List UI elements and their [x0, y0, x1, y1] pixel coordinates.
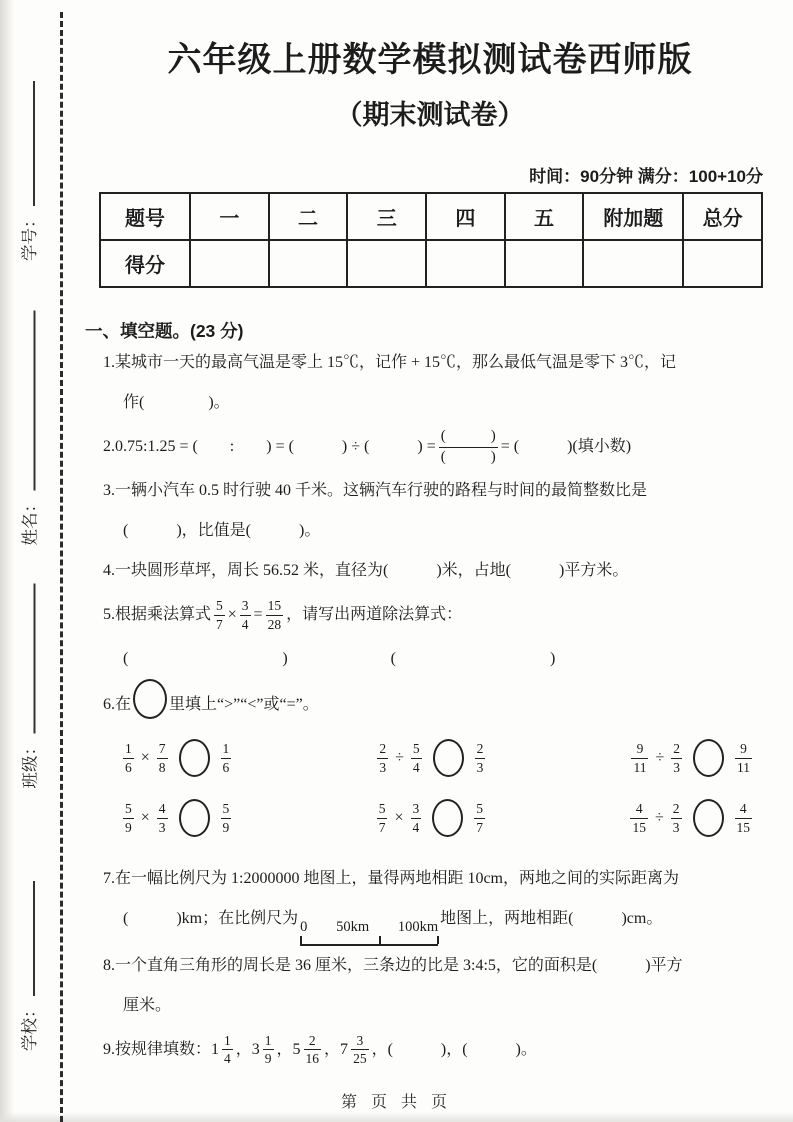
fraction — [221, 801, 232, 835]
page-footer: 第 页 共 页 — [340, 1094, 452, 1111]
fraction-denominator: 7 — [378, 819, 386, 835]
fraction-denominator: 11 — [633, 759, 647, 775]
score-table — [99, 192, 763, 288]
fraction-denominator: 15 — [632, 819, 646, 835]
text-run: 里填上“>”“<”或“=”。 — [169, 696, 319, 713]
question-line: 1.某城市一天的最高气温是零上 15℃，记作 + 15℃，那么最低气温是零下 3℃，记 — [103, 354, 677, 371]
student-field-school — [19, 871, 41, 1051]
fraction — [439, 428, 498, 466]
fraction — [214, 598, 225, 632]
comparison-item — [627, 799, 755, 837]
student-field-label: 学号： — [21, 211, 39, 261]
comparison-row — [85, 739, 775, 777]
fraction — [304, 1033, 322, 1067]
operator: ÷ — [655, 749, 665, 766]
fraction — [266, 598, 284, 632]
question-9 — [85, 1026, 775, 1074]
write-in-line — [30, 82, 35, 207]
question-line — [85, 423, 775, 471]
fraction — [377, 801, 388, 835]
student-field-label: 班级： — [21, 739, 40, 789]
question-line: 7.在一幅比例尺为 1:2000000 地图上，量得两地相距 10cm，两地之间的实际距离为 — [103, 870, 679, 887]
score-cell-empty — [269, 240, 348, 287]
fraction-numerator: 5 — [411, 741, 422, 759]
score-table-column: 一 — [190, 193, 269, 240]
score-table-score-row — [100, 240, 762, 287]
text-run: = ( )(填小数) — [500, 438, 632, 455]
score-table-header-row — [100, 193, 762, 240]
score-table-column: 二 — [269, 193, 348, 240]
fraction-numerator: 2 — [475, 741, 486, 759]
operator: ÷ — [654, 809, 664, 826]
comparison-circle — [179, 739, 210, 777]
question-line — [85, 591, 775, 639]
score-cell-empty — [683, 240, 762, 287]
fraction — [411, 741, 422, 775]
fraction — [671, 801, 682, 835]
fraction-numerator: 3 — [240, 598, 251, 616]
fraction-denominator: 28 — [267, 616, 282, 632]
write-in-line — [31, 311, 36, 491]
fraction — [474, 801, 485, 835]
fraction-denominator: 9 — [222, 819, 230, 835]
score-table-column: 四 — [426, 193, 505, 240]
fraction-denominator: 16 — [305, 1051, 320, 1067]
question-line: 作( )。 — [123, 394, 230, 411]
scan-shadow — [0, 1112, 793, 1122]
fraction — [157, 801, 168, 835]
question-6 — [85, 679, 775, 837]
fraction-denominator: 3 — [673, 759, 680, 775]
comparison-circle — [432, 799, 463, 837]
question-line: 3.一辆小汽车 0.5 时行驶 40 千米。这辆汽车行驶的路程与时间的最简整数比是 — [103, 482, 648, 499]
scale-label: 100km — [397, 919, 439, 935]
fraction-numerator: 9 — [735, 741, 752, 759]
score-table-column: 附加题 — [583, 193, 683, 240]
text-run: ( )km；在比例尺为 — [123, 910, 299, 927]
operator: × — [140, 749, 150, 766]
text-run: ，( )，( )。 — [371, 1040, 537, 1058]
fraction-denominator: 4 — [412, 819, 420, 835]
scale-label: 0 — [300, 919, 308, 935]
text-run: 9.按规律填数：1 — [103, 1040, 220, 1058]
text-run: 地图上，两地相距( )cm。 — [440, 910, 663, 927]
fraction-denominator: 4 — [224, 1051, 231, 1067]
text-run: 5.根据乘法算式 — [103, 606, 212, 623]
scale-tick — [437, 936, 439, 944]
score-table-column: 三 — [347, 193, 426, 240]
fraction-numerator: 2 — [671, 741, 682, 759]
student-field-name — [20, 301, 42, 546]
question-line — [85, 1026, 775, 1074]
map-scale-bar — [300, 920, 438, 946]
fraction-numerator: 4 — [735, 801, 753, 819]
comparison-item — [374, 739, 488, 777]
fraction-denominator: 6 — [125, 759, 132, 775]
student-field-number — [19, 71, 41, 261]
text-run: ，3 — [235, 1040, 260, 1058]
score-cell-empty — [505, 240, 584, 287]
operator: × — [394, 809, 404, 826]
fraction — [157, 741, 168, 775]
fraction-numerator: 2 — [304, 1033, 322, 1051]
comparison-row — [85, 799, 775, 837]
question-line — [85, 899, 775, 946]
fraction-numerator: 5 — [221, 801, 232, 819]
fill-circle — [133, 679, 167, 719]
fraction — [630, 801, 648, 835]
fraction-numerator: 1 — [221, 741, 232, 759]
fraction — [631, 741, 648, 775]
question-line: 厘米。 — [123, 996, 172, 1014]
question-5 — [85, 591, 775, 679]
question-line — [85, 679, 775, 725]
comparison-item — [120, 799, 234, 837]
text-run: = — [253, 606, 263, 623]
scan-shadow — [0, 0, 14, 1122]
fraction-numerator: 5 — [377, 801, 388, 819]
comparison-circle — [693, 799, 724, 837]
comparison-item — [628, 739, 755, 777]
scale-label: 50km — [336, 919, 370, 935]
fraction-denominator: 8 — [158, 759, 166, 775]
fraction — [735, 801, 753, 835]
fraction-denominator: 11 — [737, 759, 750, 775]
fraction — [222, 1033, 233, 1067]
fraction-numerator: 5 — [214, 598, 225, 616]
fraction — [123, 741, 134, 775]
question-2 — [85, 423, 775, 471]
score-table-label: 得分 — [100, 240, 190, 287]
fraction — [351, 1033, 369, 1067]
paper-content — [85, 22, 775, 1074]
comparison-grid — [85, 739, 775, 837]
fraction-denominator: 25 — [353, 1051, 367, 1067]
fraction-denominator: 9 — [125, 819, 132, 835]
fraction-denominator: 3 — [476, 759, 484, 775]
fraction-numerator: 2 — [671, 801, 682, 819]
write-in-line — [30, 882, 35, 997]
comparison-circle — [433, 739, 464, 777]
fraction-denominator: 3 — [158, 819, 166, 835]
text-run: ，7 — [324, 1040, 349, 1058]
operator: ÷ — [395, 749, 404, 766]
fraction — [240, 598, 251, 632]
fraction — [735, 741, 752, 775]
text-run: ，5 — [276, 1040, 301, 1058]
score-table-label: 题号 — [100, 193, 190, 240]
fraction-denominator: 3 — [672, 819, 680, 835]
fraction-numerator: 1 — [123, 741, 134, 759]
fraction-denominator: 7 — [216, 616, 223, 632]
scale-tick — [300, 936, 302, 944]
comparison-item — [374, 799, 488, 837]
write-in-line — [31, 584, 36, 734]
comparison-circle — [179, 799, 210, 837]
fraction — [123, 801, 134, 835]
question-7 — [85, 859, 775, 946]
fraction-numerator: 5 — [474, 801, 485, 819]
scale-tick — [379, 936, 381, 944]
fraction-denominator: ( ) — [440, 448, 496, 465]
text-run: × — [227, 606, 237, 623]
fraction-numerator: 2 — [377, 741, 388, 759]
scale-labels — [300, 920, 438, 936]
fraction — [263, 1033, 274, 1067]
fraction — [475, 741, 486, 775]
answer-blanks: ( ) ( ) — [123, 650, 557, 667]
fraction — [411, 801, 422, 835]
paper-subtitle: （期末测试卷） — [335, 100, 525, 130]
fraction-numerator: 4 — [157, 801, 168, 819]
student-field-label: 姓名： — [21, 496, 40, 546]
fraction-numerator: 1 — [222, 1033, 233, 1051]
text-run: ，请写出两道除法算式： — [286, 606, 463, 623]
fraction-denominator: 6 — [222, 759, 230, 775]
question-3 — [85, 471, 775, 551]
fraction-numerator: 3 — [411, 801, 422, 819]
question-line: ( )，比值是( )。 — [123, 522, 321, 539]
fraction-denominator: 9 — [264, 1051, 272, 1067]
fraction-numerator: 7 — [157, 741, 168, 759]
score-cell-empty — [190, 240, 269, 287]
question-line: 4.一块圆形草坪，周长 56.52 米，直径为( )米，占地( )平方米。 — [103, 562, 629, 579]
score-cell-empty — [426, 240, 505, 287]
text-run: 2.0.75:1.25 = ( : ) = ( ) ÷ ( ) = — [103, 438, 436, 455]
section-heading: 一、填空题。(23 分) — [85, 321, 244, 341]
score-cell-empty — [583, 240, 683, 287]
fraction-numerator: ( ) — [439, 428, 498, 447]
paper-title: 六年级上册数学模拟测试卷西师版 — [167, 41, 693, 79]
fraction-numerator: 5 — [123, 801, 134, 819]
score-table-column: 五 — [505, 193, 584, 240]
fraction-denominator: 7 — [476, 819, 484, 835]
fraction-denominator: 15 — [736, 819, 750, 835]
score-table-column: 总分 — [683, 193, 762, 240]
fraction — [221, 741, 232, 775]
fraction-numerator: 4 — [630, 801, 648, 819]
fraction-denominator: 4 — [241, 616, 249, 632]
question-line: 8.一个直角三角形的周长是 36 厘米，三条边的比是 3:4:5，它的面积是( )平方 — [103, 956, 683, 974]
exam-meta: 时间：90分钟 满分：100+10分 — [529, 167, 763, 186]
fraction — [671, 741, 682, 775]
comparison-item — [120, 739, 234, 777]
fraction-denominator: 4 — [412, 759, 420, 775]
score-cell-empty — [347, 240, 426, 287]
comparison-circle — [693, 739, 724, 777]
cut-dashed-line — [60, 12, 63, 1122]
text-run: 6.在 — [103, 696, 132, 713]
fraction-denominator: 3 — [379, 759, 387, 775]
fraction-numerator: 1 — [263, 1033, 274, 1051]
fraction — [377, 741, 388, 775]
operator: × — [140, 809, 150, 826]
fraction-numerator: 15 — [266, 598, 284, 616]
question-1 — [85, 343, 775, 423]
fraction-numerator: 3 — [351, 1033, 369, 1051]
student-field-label: 学校： — [21, 1001, 39, 1051]
question-8 — [85, 946, 775, 1026]
student-field-class — [20, 574, 42, 789]
fraction-numerator: 9 — [631, 741, 648, 759]
scale-line — [300, 936, 438, 946]
question-4 — [85, 551, 775, 591]
